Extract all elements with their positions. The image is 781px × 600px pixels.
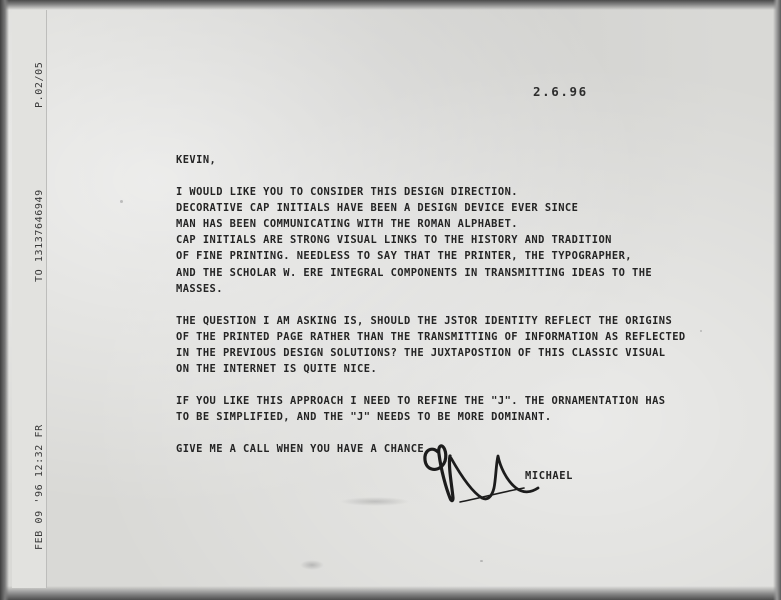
letter-line: THE QUESTION I AM ASKING IS, SHOULD THE JSTOR IDENTITY REFLECT THE ORIGINS [176, 314, 673, 327]
fax-timestamp: FEB 09 '96 12:32 FR [34, 424, 45, 550]
letter-line: MASSES. [176, 282, 223, 295]
letter-line: OF THE PRINTED PAGE RATHER THAN THE TRANSMITTING OF INFORMATION AS REFLECTED [176, 330, 686, 343]
letter-salutation: KEVIN, [176, 154, 217, 166]
scan-smudge [300, 560, 324, 570]
signer-name: MICHAEL [525, 470, 573, 482]
letter-line: GIVE ME A CALL WHEN YOU HAVE A CHANCE [176, 443, 425, 456]
letter-paragraph [176, 441, 662, 457]
scan-smudge [340, 497, 410, 506]
letter-paragraph [176, 393, 666, 425]
scan-speck [480, 560, 483, 562]
letter-line: ON THE INTERNET IS QUITE NICE. [176, 363, 378, 376]
letter-line: OF FINE PRINTING. NEEDLESS TO SAY THAT THE PRINTER, THE TYPOGRAPHER, [176, 250, 632, 263]
scan-speck [700, 330, 702, 332]
letter-paragraph [176, 184, 662, 297]
letter-line: DECORATIVE CAP INITIALS HAVE BEEN A DESIGN DEVICE EVER SINCE [176, 202, 579, 215]
letter-paragraph [176, 313, 686, 377]
letter-line: CAP INITIALS ARE STRONG VISUAL LINKS TO THE HISTORY AND TRADITION [176, 234, 612, 247]
fax-page-number: P.02/05 [34, 61, 45, 108]
letter-line: I WOULD LIKE YOU TO CONSIDER THIS DESIGN DIRECTION. [176, 186, 518, 199]
scan-speck [120, 200, 123, 203]
letter-text [176, 152, 686, 473]
fax-recipient-number: TO 13137646949 [34, 189, 45, 282]
letter-line: AND THE SCHOLAR W. ERE INTEGRAL COMPONENTS IN TRANSMITTING IDEAS TO THE [176, 266, 653, 279]
letter-line: IN THE PREVIOUS DESIGN SOLUTIONS? THE JUXTAPOSTION OF THIS CLASSIC VISUAL [176, 346, 666, 359]
letter-line: TO BE SIMPLIFIED, AND THE "J" NEEDS TO BE MORE DOMINANT. [176, 411, 552, 424]
letter-line: MAN HAS BEEN COMMUNICATING WITH THE ROMAN ALPHABET. [176, 218, 518, 231]
letter-line: IF YOU LIKE THIS APPROACH I NEED TO REFINE THE "J". THE ORNAMENTATION HAS [176, 395, 666, 408]
letter-date: 2.6.96 [533, 84, 588, 99]
